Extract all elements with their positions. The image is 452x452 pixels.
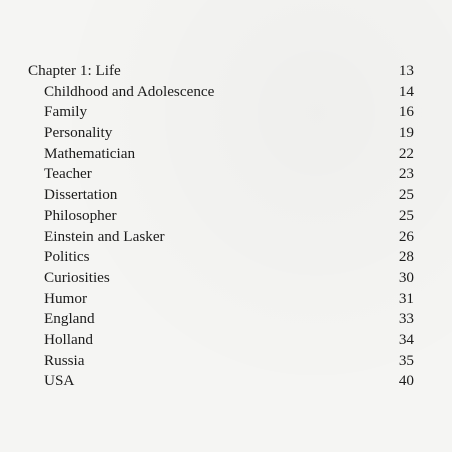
toc-entry-label: USA <box>44 372 75 390</box>
toc-entry-row <box>28 123 414 144</box>
toc-entry-row <box>28 227 414 248</box>
toc-entry-row <box>28 247 414 268</box>
toc-entry-page: 16 <box>398 103 414 121</box>
toc-entry-page: 19 <box>398 124 414 142</box>
toc-entry-page: 40 <box>398 372 414 390</box>
toc-entry-row <box>28 268 414 289</box>
toc-entry-label: Personality <box>44 124 113 142</box>
toc-entry-row <box>28 185 414 206</box>
toc-entry-row <box>28 144 414 165</box>
toc-entry-label: Dissertation <box>44 186 118 204</box>
toc-entry-label: Curiosities <box>44 268 110 286</box>
toc-chapter-label: Chapter 1: Life <box>28 62 121 79</box>
table-of-contents <box>28 61 414 392</box>
toc-entry-row <box>28 164 414 185</box>
toc-entry-label: Russia <box>44 351 85 369</box>
toc-entry-page: 35 <box>398 351 414 369</box>
toc-entry-page: 33 <box>398 310 414 328</box>
toc-entry-page: 25 <box>398 186 414 204</box>
toc-entry-page: 14 <box>398 82 414 100</box>
toc-entry-label: Humor <box>44 289 88 307</box>
toc-entry-page: 26 <box>398 227 414 245</box>
toc-chapter-row <box>28 61 414 82</box>
toc-entry-label: England <box>44 310 95 328</box>
toc-entry-label: Holland <box>44 330 93 348</box>
toc-entry-label: Family <box>44 103 88 121</box>
toc-entry-label: Einstein and Lasker <box>44 227 165 245</box>
toc-entry-row <box>28 289 414 310</box>
toc-entry-row <box>28 351 414 372</box>
toc-entry-page: 23 <box>398 165 414 183</box>
toc-entry-page: 22 <box>398 144 414 162</box>
toc-entry-page: 34 <box>398 330 414 348</box>
toc-entry-label: Teacher <box>44 165 92 183</box>
toc-entry-row <box>28 102 414 123</box>
toc-entry-page: 30 <box>398 268 414 286</box>
toc-entry-row <box>28 206 414 227</box>
toc-entry-label: Philosopher <box>44 206 117 224</box>
toc-entry-label: Mathematician <box>44 144 136 162</box>
toc-entry-row <box>28 330 414 351</box>
toc-entry-page: 25 <box>398 206 414 224</box>
toc-entry-label: Politics <box>44 248 90 266</box>
toc-entry-page: 31 <box>398 289 414 307</box>
toc-entry-page: 28 <box>398 248 414 266</box>
toc-entry-row <box>28 82 414 103</box>
toc-entry-row <box>28 371 414 392</box>
toc-entry-row <box>28 309 414 330</box>
toc-chapter-page: 13 <box>398 62 414 79</box>
toc-entry-label: Childhood and Adolescence <box>44 82 215 100</box>
